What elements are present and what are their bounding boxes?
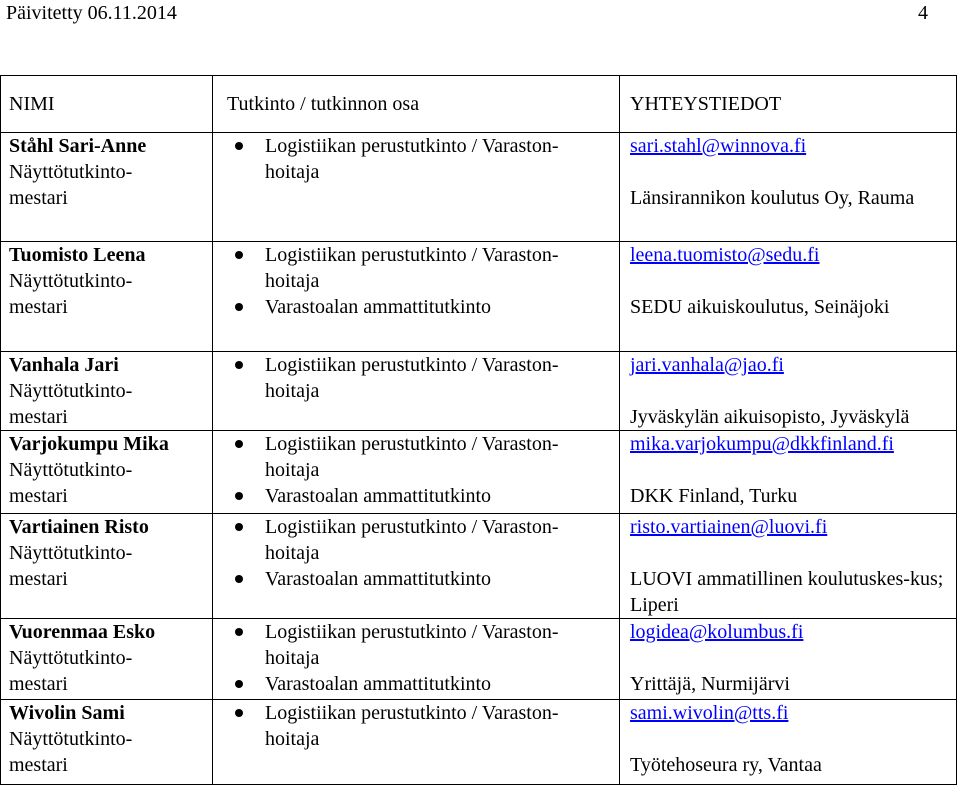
person-name: Tuomisto Leena [9, 244, 146, 266]
qualification-item: Logistiikan perustutkinto / Varaston-hoitaja [213, 619, 565, 671]
email-link[interactable]: sami.wivolin@tts.fi [630, 702, 789, 724]
person-name: Varjokumpu Mika [9, 433, 169, 455]
organization: Työtehoseura ry, Vantaa [630, 754, 822, 776]
organization: SEDU aikuiskoulutus, Seinäjoki [630, 296, 890, 318]
qualification-list [213, 431, 619, 509]
qualification-list [213, 514, 619, 592]
qualification-cell [213, 352, 620, 431]
table-row [1, 133, 957, 242]
table-row [1, 352, 957, 431]
person-cell [1, 133, 213, 242]
qualification-item: Varastoalan ammattitutkinto [213, 483, 565, 509]
qualification-item: Logistiikan perustutkinto / Varaston-hoitaja [213, 514, 565, 566]
person-cell [1, 431, 213, 514]
contact-cell [620, 133, 957, 242]
qualification-cell [213, 700, 620, 785]
contacts-table [0, 75, 957, 785]
person-role: Näyttötutkinto-mestari [9, 270, 133, 318]
person-cell [1, 514, 213, 619]
header-contact: YHTEYSTIEDOT [620, 76, 957, 133]
contact-cell [620, 700, 957, 785]
header-name: NIMI [1, 76, 213, 133]
person-cell [1, 619, 213, 700]
qualification-item: Varastoalan ammattitutkinto [213, 566, 565, 592]
qualification-list [213, 352, 619, 404]
qualification-list [213, 133, 619, 185]
person-name: Vanhala Jari [9, 354, 119, 376]
email-link[interactable]: risto.vartiainen@luovi.fi [630, 516, 828, 538]
person-name: Wivolin Sami [9, 702, 125, 724]
updated-date: Päivitetty 06.11.2014 [6, 2, 177, 24]
qualification-cell [213, 514, 620, 619]
person-name: Vartiainen Risto [9, 516, 149, 538]
contact-cell [620, 431, 957, 514]
person-role: Näyttötutkinto-mestari [9, 459, 133, 507]
person-role: Näyttötutkinto-mestari [9, 728, 133, 776]
qualification-item: Logistiikan perustutkinto / Varaston-hoitaja [213, 133, 565, 185]
qualification-item: Logistiikan perustutkinto / Varaston-hoitaja [213, 700, 565, 752]
email-link[interactable]: mika.varjokumpu@dkkfinland.fi [630, 433, 894, 455]
qualification-cell [213, 431, 620, 514]
qualification-list [213, 242, 619, 320]
organization: Yrittäjä, Nurmijärvi [630, 673, 790, 695]
contact-cell [620, 352, 957, 431]
qualification-list [213, 700, 619, 752]
qualification-item: Logistiikan perustutkinto / Varaston-hoitaja [213, 242, 565, 294]
person-role: Näyttötutkinto-mestari [9, 542, 133, 590]
email-link[interactable]: logidea@kolumbus.fi [630, 621, 804, 643]
contact-cell [620, 514, 957, 619]
page-number: 4 [918, 2, 928, 24]
table-row [1, 514, 957, 619]
organization: LUOVI ammatillinen koulutuskes-kus; Liperi [630, 568, 944, 616]
email-link[interactable]: jari.vanhala@jao.fi [630, 354, 784, 376]
qualification-item: Logistiikan perustutkinto / Varaston-hoitaja [213, 431, 565, 483]
person-cell [1, 700, 213, 785]
organization: Länsirannikon koulutus Oy, Rauma [630, 187, 915, 209]
person-name: Ståhl Sari-Anne [9, 135, 147, 157]
header-qualification: Tutkinto / tutkinnon osa [213, 76, 620, 133]
email-link[interactable]: sari.stahl@winnova.fi [630, 135, 807, 157]
person-role: Näyttötutkinto-mestari [9, 161, 133, 209]
qualification-cell [213, 133, 620, 242]
organization: DKK Finland, Turku [630, 485, 798, 507]
person-role: Näyttötutkinto-mestari [9, 647, 133, 695]
organization: Jyväskylän aikuisopisto, Jyväskylä [630, 406, 910, 428]
person-cell [1, 242, 213, 352]
qualification-list [213, 619, 619, 697]
table-row [1, 242, 957, 352]
contact-cell [620, 619, 957, 700]
qualification-item: Varastoalan ammattitutkinto [213, 294, 565, 320]
qualification-item: Logistiikan perustutkinto / Varaston-hoitaja [213, 352, 565, 404]
table-row [1, 431, 957, 514]
qualification-cell [213, 619, 620, 700]
person-cell [1, 352, 213, 431]
person-name: Vuorenmaa Esko [9, 621, 156, 643]
email-link[interactable]: leena.tuomisto@sedu.fi [630, 244, 820, 266]
table-row [1, 700, 957, 785]
qualification-cell [213, 242, 620, 352]
table-row [1, 619, 957, 700]
table-header-row [1, 76, 957, 133]
qualification-item: Varastoalan ammattitutkinto [213, 671, 565, 697]
contact-cell [620, 242, 957, 352]
person-role: Näyttötutkinto-mestari [9, 380, 133, 428]
